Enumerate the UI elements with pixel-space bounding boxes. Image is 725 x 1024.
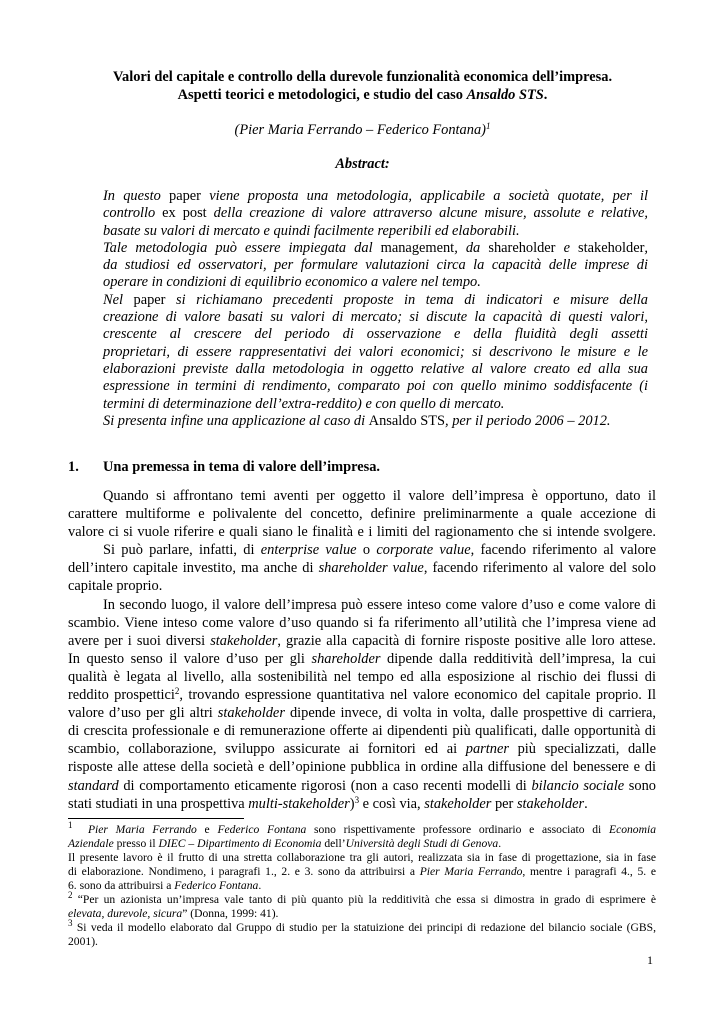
body-line: scambio, collaborazione, sviluppo assicurate ai fornitori ed ai partner più specializzati, dalle	[68, 741, 656, 758]
footnote-line: 6. sono da attribuirsi a Federico Fontana.	[68, 879, 262, 892]
footnotes	[68, 820, 656, 949]
body-line: avere per i suoi diversi stakeholder, grazie alla capacità di fornire risposte positive alle loro attese.	[68, 632, 656, 649]
footnote-ref-1[interactable]: 1	[485, 121, 491, 131]
abstract-line: elaborazioni previste dalla metodologia in oggetto relative al valore creato ed alla sua	[103, 360, 648, 377]
footnote-line: Aziendale presso il DIEC – Dipartimento di Economia dell’Università degli Studi di Genova.	[68, 837, 502, 850]
body-line: di crescita professionale e di remunerazione offerte ai dipendenti più qualificati, dalle opportunità di	[68, 723, 656, 740]
body-line: Quando si affrontano temi aventi per oggetto il valore dell’impresa è opportuno, dato il	[103, 488, 656, 504]
abstract-line: proprietari, di essere rappresentativi dei valori economici; si descrivono le misure e le	[103, 343, 648, 360]
footnote-line: di elaborazione. Nondimeno, i paragrafi 1., 2. e 3. sono da attribuirsi a Pier Maria Ferrando, mentre i paragrafi 4., 5. e	[68, 865, 656, 878]
page-number: 1	[647, 953, 653, 967]
footnote-ref-3[interactable]: 3	[354, 794, 360, 805]
footnote-line: 2001).	[68, 935, 98, 948]
body-line: capitale proprio.	[68, 578, 163, 595]
abstract-line: Tale metodologia può essere impiegata dal management, da shareholder e stakeholder,	[103, 239, 648, 256]
authors: (Pier Maria Ferrando – Federico Fontana)$^1$	[234, 121, 491, 138]
company-name: Ansaldo STS	[466, 87, 544, 103]
body-line: carattere multiforme e polivalente del concetto, definire preliminarmente a quale accezione di	[68, 506, 656, 523]
body-line: qualità è legata al livello, alla sostenibilità nel tempo ed alla esposizione al rischio dei flussi di	[68, 668, 656, 685]
footnote-1: $^1$ Pier Maria Ferrando e Federico Fontana sono rispettivamente professore ordinario e associato di Economia	[68, 820, 656, 836]
title-line-2: Aspetti teorici e metodologici, e studio del caso Ansaldo STS.	[177, 87, 548, 103]
body-line: reddito prospettici$^2$, trovando espressione quantitativa nel valore economico del capitale proprio. Il	[68, 686, 656, 704]
abstract-text	[103, 188, 648, 430]
footnote-ref-2[interactable]: 2	[174, 686, 180, 697]
abstract-line: termini di determinazione dell’extra-reddito) e con quello di mercato.	[103, 395, 505, 412]
abstract-line: da studiosi ed osservatori, per formulare valutazioni circa la capacità delle imprese di	[103, 257, 648, 274]
abstract-line: basate su valori di mercato e quindi facilmente reperibili ed elaborabili.	[103, 222, 520, 239]
body-text	[68, 487, 656, 813]
abstract-line: Nel paper si richiamano precedenti proposte in tema di indicatori e misure della	[103, 291, 648, 308]
abstract-line: creazione di valore basati su valori di mercato; si discute la capacità di questi valori,	[103, 309, 648, 326]
body-line: In questo senso il valore d’uso per gli shareholder dipende dalla redditività dell’impresa, la cui	[68, 650, 656, 667]
body-line: dell’intero capitale investito, ma anche di shareholder value, facendo riferimento al valore del solo	[68, 560, 656, 577]
body-line: risposte alle attese della società e dell’opinione pubblica in ordine alla diffusione del benessere e di	[68, 759, 656, 776]
footnote-2: $^2$ “Per un azionista un’impresa vale tanto di più quanto più la redditività che essa si dimostra in grado di esprimere è	[68, 890, 656, 906]
body-line: Si può parlare, infatti, di enterprise value o corporate value, facendo riferimento al valore	[103, 542, 656, 559]
section-title: Una premessa in tema di valore dell’impresa.	[103, 459, 381, 475]
abstract-line: Si presenta infine una applicazione al caso di Ansaldo STS, per il periodo 2006 – 2012.	[103, 412, 611, 429]
abstract-line: operare in condizioni di equilibrio economico a valere nel tempo.	[103, 274, 481, 291]
abstract-line: espressione in termini di rendimento, comparato poi con quello minimo soddisfacente (i	[103, 378, 648, 395]
body-line: stati studiati in una prospettiva multi-stakeholder)$^3$ e così via, stakeholder per stakeholder.	[68, 794, 588, 812]
body-line: valore d’uso per gli altri stakeholder dipende invece, di volta in volta, dalle prospettive di carriera,	[68, 705, 656, 722]
abstract-heading: Abstract:	[335, 156, 390, 172]
abstract-line: In questo paper viene proposta una metodologia, applicabile a società quotate, per il	[103, 188, 648, 204]
section-number: 1.	[68, 459, 79, 475]
footnote-separator	[68, 818, 244, 819]
body-line: valore ci si vuole riferire e quali siano le finalità e i limiti del ragionamento che si intende svolgere.	[68, 524, 656, 541]
body-line: In secondo luogo, il valore dell’impresa può essere inteso come valore d’uso e come valore di	[103, 596, 656, 613]
abstract-line: controllo ex post della creazione di valore attraverso alcune misure, assolute e relative,	[103, 205, 648, 222]
footnote-3: $^3$ Si veda il modello elaborato dal Gruppo di studio per la statuizione dei principi di redazione del bilancio sociale (GBS,	[68, 918, 656, 934]
footnote-line: elevata, durevole, sicura” (Donna, 1999: 41).	[68, 907, 279, 920]
title-line-1: Valori del capitale e controllo della durevole funzionalità economica dell’impresa.	[112, 69, 613, 85]
body-line: scambio. Viene inteso come valore d’uso quando si fa riferimento all’utilità che l’impresa viene ad	[68, 614, 656, 631]
footnote-line: Il presente lavoro è il frutto di una stretta collaborazione tra gli autori, realizzata sia in fase di progettazione, sia in fase	[68, 851, 656, 864]
body-line: standard di comportamento eticamente rigorosi (non a caso recenti modelli di bilancio sociale sono	[68, 777, 656, 794]
section-heading	[68, 458, 380, 476]
abstract-line: crescente al crescere del periodo di osservazione e della fluidità degli assetti	[103, 326, 648, 343]
paper-title	[60, 68, 665, 104]
